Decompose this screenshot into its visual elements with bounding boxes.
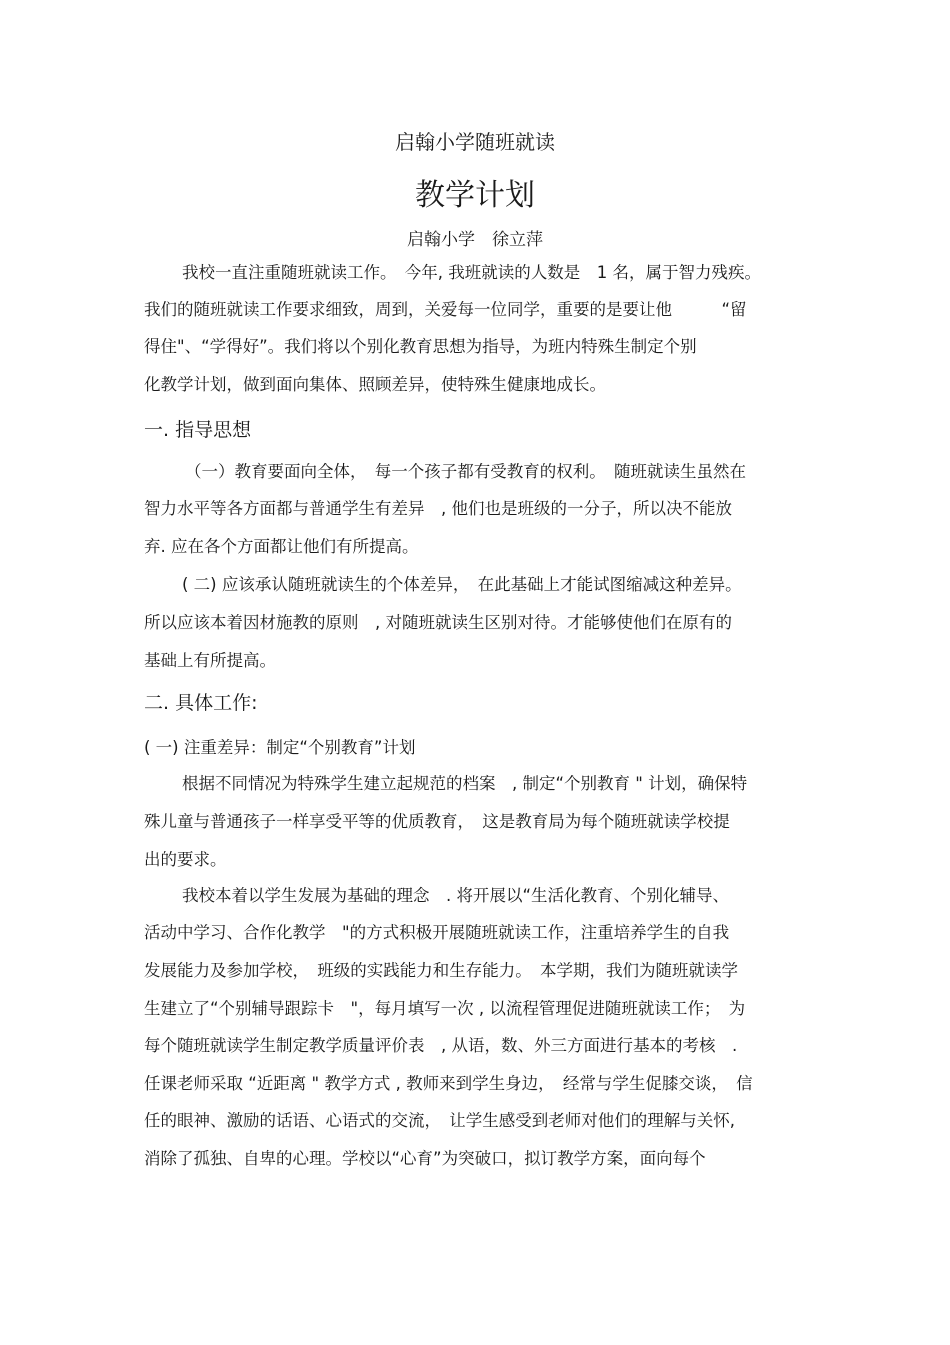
school-title: 启翰小学随班就读 (395, 130, 555, 154)
paragraph-line: 生建立了“个别辅导跟踪卡 "，每月填写一次 , 以流程管理促进随班就读工作； 为 (144, 999, 746, 1018)
paragraph-line: 任的眼神、激励的话语、心语式的交流， 让学生感受到老师对他们的理解与关怀, (144, 1111, 735, 1130)
paragraph-line: 我校一直注重随班就读工作。 今年, 我班就读的人数是 1 名，属于智力残疾。 (182, 263, 761, 282)
paragraph-line: 智力水平等各方面都与普通学生有差异 , 他们也是班级的一分子，所以决不能放 (144, 499, 732, 518)
paragraph-line: 我校本着以学生发展为基础的理念 . 将开展以“生活化教育、个别化辅导、 (182, 886, 730, 905)
paragraph-line: 每个随班就读学生制定教学质量评价表 , 从语，数、外三方面进行基本的考核 . (144, 1036, 738, 1055)
author-line: 启翰小学 徐立萍 (407, 230, 543, 250)
paragraph-line: 所以应该本着因材施教的原则 , 对随班就读生区别对待。才能够使他们在原有的 (144, 613, 732, 632)
section-heading-2: 二. 具体工作: (144, 692, 258, 714)
paragraph-line: ( 二) 应该承认随班就读生的个体差异， 在此基础上才能试图缩减这种差异。 (182, 575, 742, 594)
paragraph-line: 弃. 应在各个方面都让他们有所提高。 (144, 537, 419, 556)
paragraph-line: 殊儿童与普通孩子一样享受平等的优质教育， 这是教育局为每个随班就读学校提 (144, 812, 730, 831)
paragraph-line: 活动中学习、合作化教学 "的方式积极开展随班就读工作，注重培养学生的自我 (144, 923, 730, 942)
paragraph-line: 根据不同情况为特殊学生建立起规范的档案 , 制定“个别教育 " 计划，确保特 (182, 774, 748, 793)
paragraph-line: 基础上有所提高。 (144, 651, 276, 670)
paragraph-line: 我们的随班就读工作要求细致，周到，关爱每一位同学，重要的是要让他 “留 (144, 300, 747, 319)
paragraph-line: 任课老师采取 “近距离 " 教学方式 , 教师来到学生身边， 经常与学生促膝交谈， 信 (144, 1074, 753, 1093)
paragraph-line: 得住"、“学得好”。我们将以个别化教育思想为指导，为班内特殊生制定个别 (144, 337, 697, 356)
paragraph-line: 消除了孤独、自卑的心理。学校以“心育”为突破口，拟订教学方案，面向每个 (144, 1149, 706, 1168)
paragraph-line: 出的要求。 (144, 850, 227, 869)
section-heading-1: 一. 指导思想 (144, 419, 252, 441)
paragraph-line: 化教学计划，做到面向集体、照顾差异，使特殊生健康地成长。 (144, 375, 606, 394)
paragraph-line: （一）教育要面向全体， 每一个孩子都有受教育的权利。 随班就读生虽然在 (185, 462, 746, 481)
paragraph-line: 发展能力及参加学校， 班级的实践能力和生存能力。 本学期，我们为随班就读学 (144, 961, 738, 980)
subsection-heading: ( 一) 注重差异：制定“个别教育”计划 (144, 738, 416, 757)
document-title: 教学计划 (415, 178, 535, 213)
